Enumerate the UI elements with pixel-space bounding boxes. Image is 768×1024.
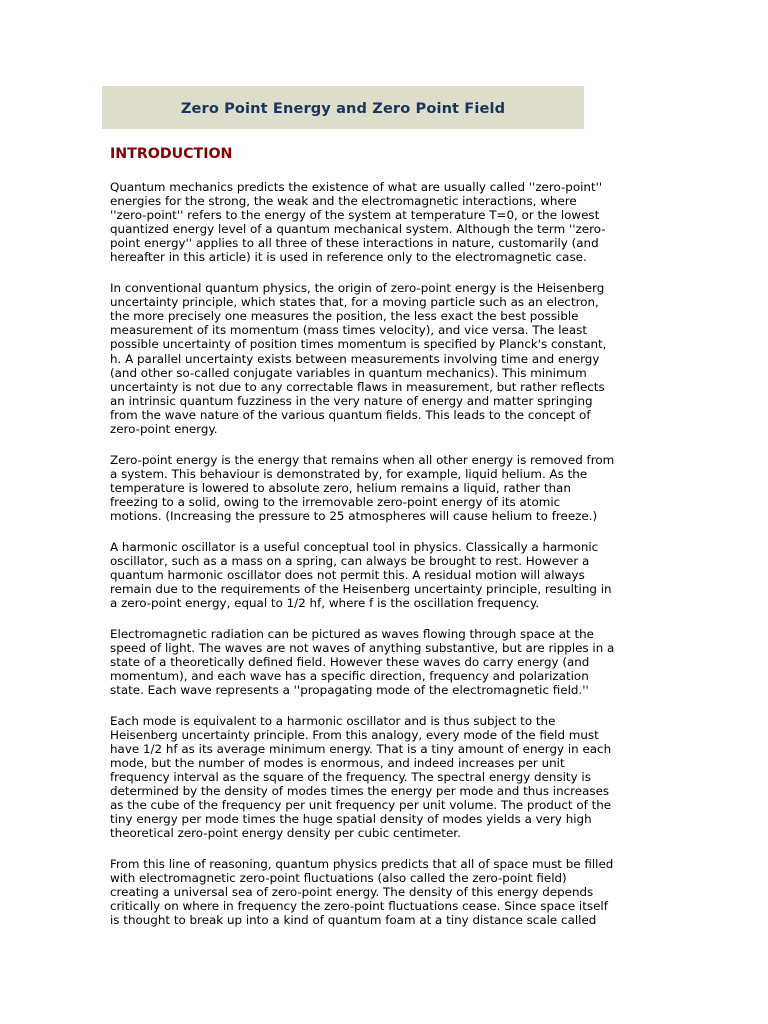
page-title: Zero Point Energy and Zero Point Field (180, 100, 506, 117)
paragraph: In conventional quantum physics, the origin of zero-point energy is the Heisenberg uncertainty principle, which states that, for a moving particle such as an electron, the more precisely one measures the position, the less exact the best possible measurement of its momentum (mass times velocity), and vice versa. The least possible uncertainty of position times momentum is specified by Planck's constant, h. A parallel uncertainty exists between measurements involving time and energy (and other so-called conjugate variables in quantum mechanics). This minimum uncertainty is not due to any correctable flaws in measurement, but rather reflects an intrinsic quantum fuzziness in the very nature of energy and matter springing from the wave nature of the various quantum fields. This leads to the concept of zero-point energy. (110, 281, 607, 436)
paragraph: Electromagnetic radiation can be pictured as waves flowing through space at the speed of light. The waves are not waves of anything substantive, but are ripples in a state of a theoretically defined field. However these waves do carry energy (and momentum), and each wave has a specific direction, frequency and polarization state. Each wave represents a ''propagating mode of the electromagnetic field.'' (110, 626, 615, 697)
section-heading: INTRODUCTION (110, 146, 233, 162)
title-banner (102, 86, 584, 129)
article-body (110, 180, 662, 944)
paragraph: Zero-point energy is the energy that remains when all other energy is removed from a system. This behaviour is demonstrated by, for example, liquid helium. As the temperature is lowered to absolute zero, helium remains a liquid, rather than freezing to a solid, owing to the irremovable zero-point energy of its atomic motions. (Increasing the pressure to 25 atmospheres will cause helium to freeze.) (110, 452, 615, 523)
paragraph: Each mode is equivalent to a harmonic oscillator and is thus subject to the Heisenberg uncertainty principle. From this analogy, every mode of the field must have 1/2 hf as its average minimum energy. That is a tiny amount of energy in each mode, but the number of modes is enormous, and indeed increases per unit frequency interval as the square of the frequency. The spectral energy density is determined by the density of modes times the energy per mode and thus increases as the cube of the frequency per unit frequency per unit volume. The product of the tiny energy per mode times the huge spatial density of modes yields a very high theoretical zero-point energy density per cubic centimeter. (110, 713, 612, 841)
paragraph: A harmonic oscillator is a useful conceptual tool in physics. Classically a harmonic oscillator, such as a mass on a spring, can always be brought to rest. However a quantum harmonic oscillator does not permit this. A residual motion will always remain due to the requirements of the Heisenberg uncertainty principle, resulting in a zero-point energy, equal to 1/2 hf, where f is the oscillation frequency. (110, 539, 612, 610)
paragraph: Quantum mechanics predicts the existence of what are usually called ''zero-point'' energies for the strong, the weak and the electromagnetic interactions, where ''zero-point'' refers to the energy of the system at temperature T=0, or the lowest quantized energy level of a quantum mechanical system. Although the term ''zero- point energy'' applies to all three of these interactions in nature, customarily (and hereafter in this article) it is used in reference only to the electromagnetic case. (110, 180, 606, 265)
paragraph: From this line of reasoning, quantum physics predicts that all of space must be filled with electromagnetic zero-point fluctuations (also called the zero-point field) creating a universal sea of zero-point energy. The density of this energy depends critically on where in frequency the zero-point fluctuations cease. Since space itself is thought to break up into a kind of quantum foam at a tiny distance scale called (110, 856, 614, 928)
